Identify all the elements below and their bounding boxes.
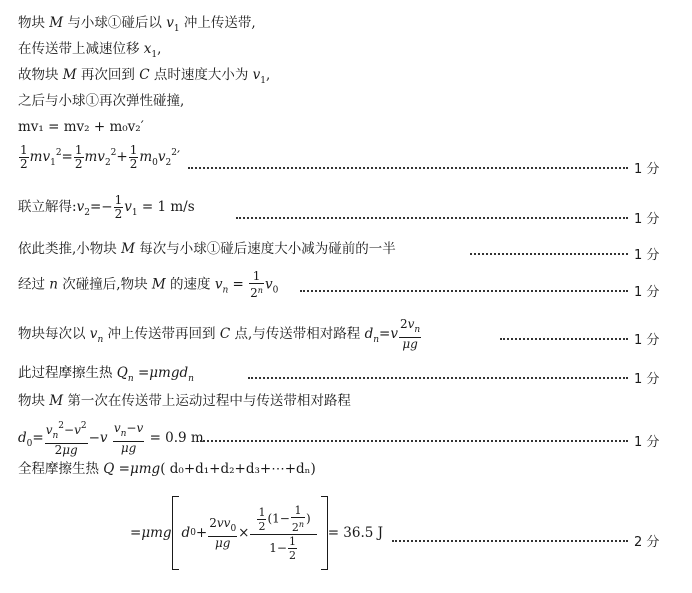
text: 物块每次以 (18, 326, 86, 342)
dot-leader (188, 167, 628, 169)
score-8: 2 分 (634, 535, 660, 550)
text: 次碰撞后,物块 (62, 276, 148, 293)
score-2: 1 分 (634, 212, 660, 227)
equation-energy: $\frac{1}{2}$ $mv_1^2=$ $\frac{1}{2}$ $mv_2^2+$ $\frac{1}{2}$ $m_0v_2^2'$ (20, 143, 181, 171)
equation-dn: 物块每次以 $v_n$ 冲上传送带再回到 C 点,与传送带相对路程 $d_n=v$ $\frac{2v_n}{\mu g}$ (18, 317, 421, 351)
text: 经过 (18, 276, 45, 293)
equation-vn: 经过 n 次碰撞后,物块 M 的速度 $v_n$ = $\frac{1}{2^n}$ $v_0$ (18, 269, 279, 300)
text: 的速度 (170, 276, 211, 293)
dot-leader (392, 540, 628, 542)
text: 依此类推,小物块 (18, 241, 117, 257)
text: 全程摩擦生热 (18, 461, 99, 477)
text: , (157, 41, 162, 57)
score-3: 1 分 (634, 248, 660, 263)
score-6: 1 分 (634, 372, 660, 387)
text: 联立解得: (18, 199, 77, 215)
text-line-1: 物块 M 与小球①碰后以 $v_1$ 冲上传送带, (18, 15, 256, 34)
equation-solve: 联立解得$:v_2=-$ $\frac{1}{2}$ $v_1 = 1$ m/s (18, 193, 195, 221)
dot-leader (200, 440, 628, 442)
dot-leader (300, 290, 628, 292)
text: 冲上传送带再回到 (107, 326, 216, 342)
text: 物块 (18, 15, 45, 31)
dot-leader (236, 217, 628, 219)
text-line-rule: 依此类推,小物块 M 每次与小球①碰后速度大小减为碰前的一半 (18, 241, 396, 257)
value: = 0.9 m (149, 430, 204, 446)
equation-d0: $d_0=$ $\frac{v_n^2-v^2}{2\mu g}$ −v $\frac{v_n-v}{\mu g}$ = 0.9 m (18, 421, 204, 457)
text-line-2: 在传送带上减速位移 $x_1$, (18, 41, 162, 60)
equation-final: = μmg d 0 + $\frac{2vv_0}{\mu g}$ × $\frac{1}{2}$ (1− $\frac{1}{2^n}$ ) 1− $\frac{1}{2}$ = 36.5 J (130, 496, 383, 570)
equation-momentum: mv₁ = mv₂ + m₀v₂′ (18, 119, 144, 135)
text-line-12: 物块 M 第一次在传送带上运动过程中与传送带相对路程 (18, 393, 351, 409)
text: 此过程摩擦生热 (18, 365, 113, 381)
text: 再次回到 (80, 67, 135, 83)
text: 点时速度大小为 (153, 67, 249, 83)
value: = 1 m/s (141, 199, 195, 215)
dot-leader (470, 253, 628, 255)
text: 每次与小球①碰后速度大小减为碰前的一半 (139, 241, 396, 257)
equation-qn: 此过程摩擦生热 $Q_n =\mu mgd_n$ (18, 365, 194, 384)
text: , (266, 67, 271, 83)
dot-leader (248, 377, 628, 379)
equation-sum: 全程摩擦生热 Q =μmg( d₀+d₁+d₂+d₃+⋯+dₙ) (18, 461, 316, 477)
value: = 36.5 J (327, 525, 384, 541)
text: 第一次在传送带上运动过程中与传送带相对路程 (67, 393, 351, 409)
text: 冲上传送带, (183, 15, 256, 31)
text-line-3: 故物块 M 再次回到 C 点时速度大小为 $v_1$, (18, 67, 271, 86)
text: 故物块 (18, 67, 59, 83)
score-7: 1 分 (634, 435, 660, 450)
text: 在传送带上减速位移 (18, 41, 140, 57)
text: 点,与传送带相对路程 (234, 326, 361, 342)
score-5: 1 分 (634, 333, 660, 348)
score-1: 1 分 (634, 162, 660, 177)
text-line-4: 之后与小球①再次弹性碰撞, (18, 93, 185, 109)
text: 物块 (18, 393, 45, 409)
dot-leader (500, 338, 628, 340)
score-4: 1 分 (634, 285, 660, 300)
sum-expression: ( d₀+d₁+d₂+d₃+⋯+dₙ) (160, 461, 316, 477)
text: 与小球①碰后以 (67, 15, 162, 31)
